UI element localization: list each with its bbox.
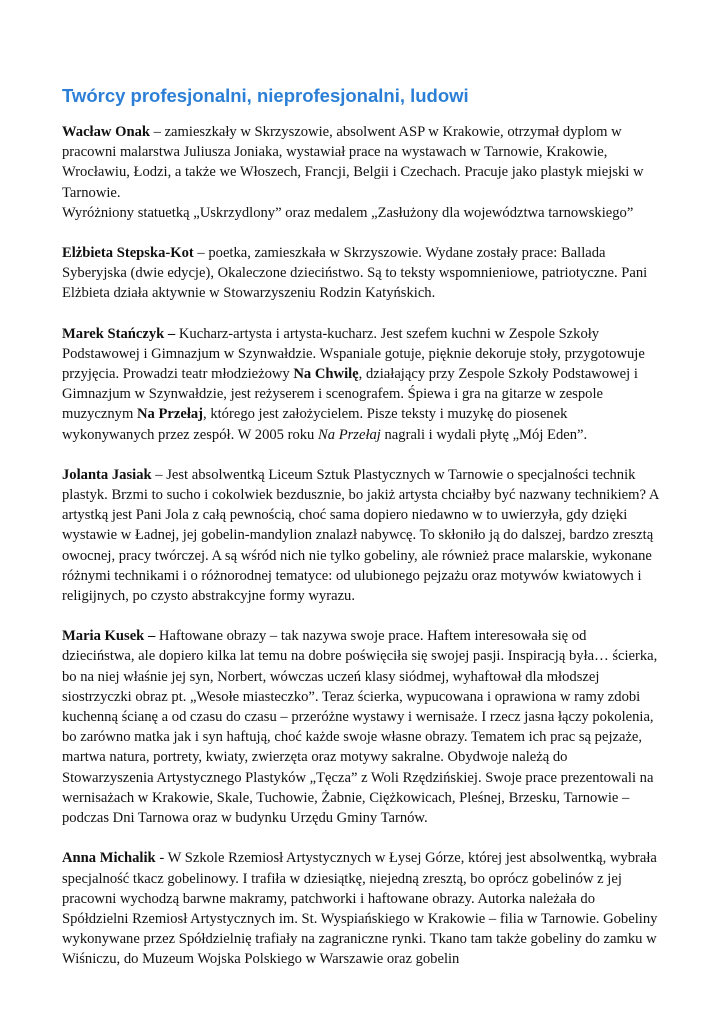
entry-text: Kucharz-artysta i artysta-kucharz. Jest szefem kuchni w Zespole Szkoły Podstawowej i Gimnazjum w Szynwałdzie. Wspaniale gotuje, pięknie dekoruje stoły, przygotowuje przyjęcia. Prowadzi teatr młodzieżowy: [62, 325, 645, 383]
entry-text: , działający przy Zespole Szkoły Podstawowej i Gimnazjum w Szynwałdzie, jest reżyserem i scenografem. Śpiewa i gra na gitarze w zespole muzycznym: [62, 366, 638, 423]
entry-name: Marek Stańczyk –: [62, 325, 176, 342]
document-page: [62, 84, 662, 990]
entry-stanczyk: [62, 324, 662, 445]
entry-stepska-kot: [62, 243, 662, 304]
entry-text: Haftowane obrazy – tak nazywa swoje prace. Haftem interesowała się od dzieciństwa, ale dopiero kilka lat temu na dobre poświęciła się swojej pasji. Inspiracją była… ścierka, bo na niej właśnie jej syn, Norbert, wówczas uczeń klasy siódmej, wyhaftował dla młodszej siostrzyczki obraz pt. „Wesołe miasteczko”. Teraz ścierka, wypucowana i oprawiona w ramy zdobi kuchenną ścianę a od czasu do czasu – przeróżne wystawy i wernisaże. I rzecz jasna łączy pokolenia, bo zarówno matka jak i syn haftują, choć każde swoje własne obrazy. Tematem ich prac są pejzaże, martwa natura, portrety, kwiaty, zwierzęta oraz motywy sakralne. Obydwoje należą do Stowarzyszenia Artystycznego Plastyków „Tęcza” z Woli Rzędzińskiej. Swoje prace prezentowali na wernisażach w Krakowie, Skale, Tuchowie, Żabnie, Ciężkowicach, Pleśnej, Brzesku, Tarnowie – podczas Dni Tarnowa oraz w budynku Urzędu Gminy Tarnów.: [62, 628, 658, 827]
entry-text: – zamieszkały w Skrzyszowie, absolwent ASP w Krakowie, otrzymał dyplom w pracowni malarstwa Juliusza Joniaka, wystawiał prace na wystawach w Tarnowie, Krakowie, Wrocławiu, Łodzi, a także we Włoszech, Francji, Belgii i Czechach. Pracuje jako plastyk miejski w Tarnowie.: [62, 124, 644, 201]
band-name: Na Przełaj: [136, 406, 204, 423]
entry-onak: [62, 122, 662, 223]
entry-text: , którego jest założycielem. Pisze teksty i muzykę do piosenek wykonywanych przez zespół. W 2005 roku: [62, 406, 568, 443]
entry-name: Maria Kusek –: [62, 628, 156, 645]
entry-text: - W Szkole Rzemiosł Artystycznych w Łysej Górze, której jest absolwentką, wybrała specjalność tkacz gobelinowy. I trafiła w dziesiątkę, niejedną zresztą, bo oprócz gobelinów z jej pracowni wychodzą barwne makramy, patchworki i haftowane obrazy. Autorka należała do Spółdzielni Rzemiosł Artystycznych im. St. Wyspiańskiego w Krakowie – filia w Tarnowie. Gobeliny wykonywane przez Spółdzielnię trafiały na zagraniczne rynki. Tkano tam także gobeliny do zamku w Wiśniczu, do Muzeum Wojska Polskiego w Warszawie oraz gobelin: [62, 850, 658, 968]
entry-text: – Jest absolwentką Liceum Sztuk Plastycznych w Tarnowie o specjalności technik plastyk. Brzmi to sucho i cokolwiek bezdusznie, bo jakiż artysta chciałby być nazwany technikiem? A artystką jest Pani Jola z całą pewnością, choć sama dopiero niedawno w to uwierzyła, gdy dzięki wystawie w Ładnej, jej gobelin-mandylion znalazł nabywcę. To skłoniło ją do dalszej, bardzo zresztą owocnej, pracy twórczej. A są wśród nich nie tylko gobeliny, ale również prace malarskie, wykonane różnymi technikami i o różnorodnej tematyce: od ulubionego pejzażu oraz motywów kwiatowych i religijnych, po czysto abstrakcyjne formy wyrazu.: [62, 466, 659, 605]
entry-text: – poetka, zamieszkała w Skrzyszowie. Wydane zostały prace: Ballada Syberyjska (dwie edycje), Okaleczone dzieciństwo. Są to teksty wspomnieniowe, patriotyczne. Pani Elżbieta działa aktywnie w Stowarzyszeniu Rodzin Katyńskich.: [62, 245, 648, 302]
entry-michalik: [62, 848, 662, 969]
entry-kusek: [62, 626, 662, 828]
entry-jasiak: [62, 465, 662, 606]
band-name-italic: Na Przełaj: [318, 426, 381, 443]
entry-name: Elżbieta Stepska-Kot: [62, 245, 194, 262]
document-title: Twórcy profesjonalni, nieprofesjonalni, ludowi: [62, 85, 469, 106]
entry-name: Anna Michalik: [62, 850, 156, 867]
entry-text-award: Wyróżniony statuetką „Uskrzydlony” oraz medalem „Zasłużony dla województwa tarnowskiego”: [62, 204, 634, 221]
entry-name: Jolanta Jasiak: [62, 466, 152, 483]
entry-text: nagrali i wydali płytę „Mój Eden”.: [380, 426, 588, 443]
theatre-name: Na Chwilę: [293, 366, 359, 383]
entry-name: Wacław Onak: [62, 124, 150, 140]
